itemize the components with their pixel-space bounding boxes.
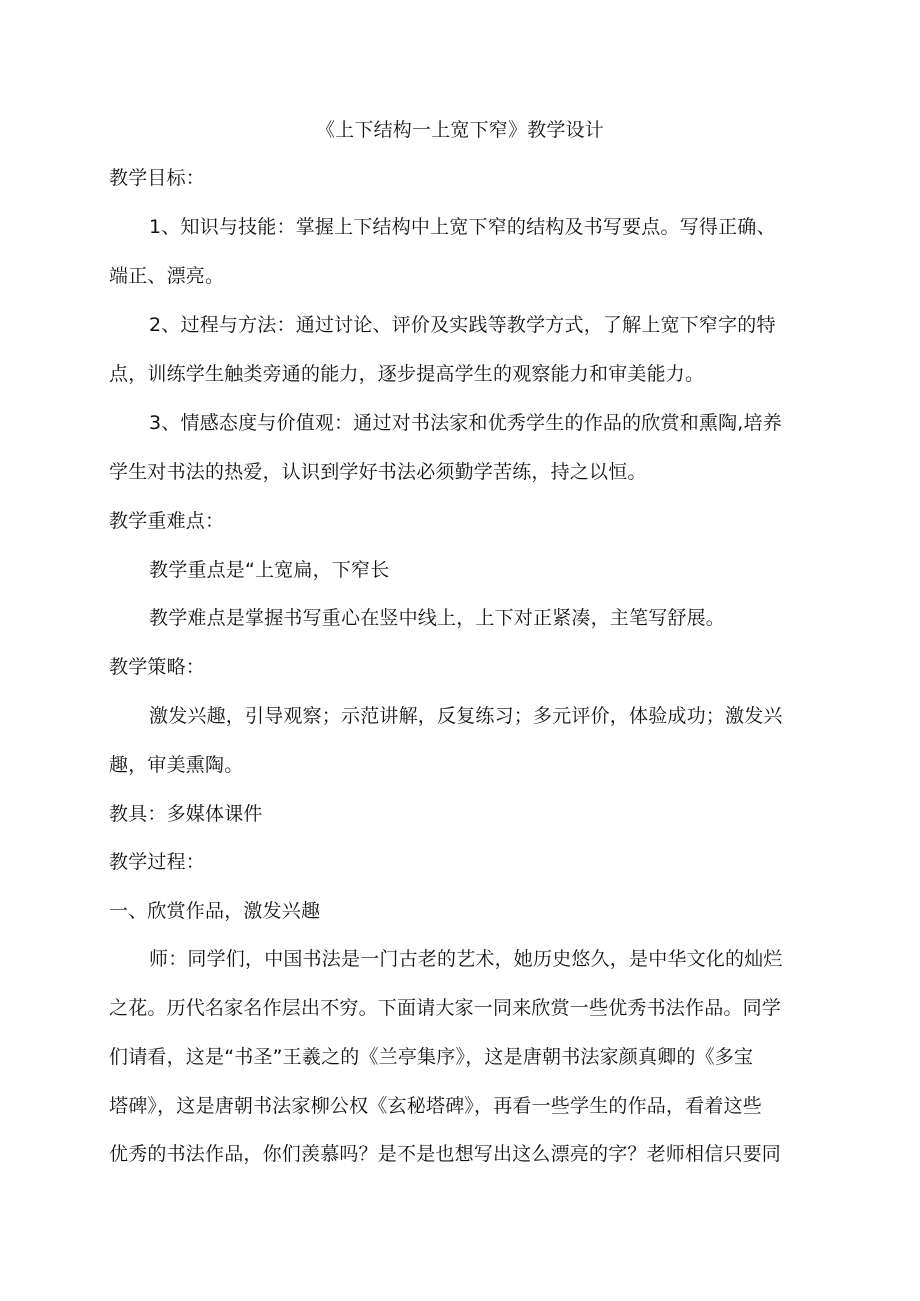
tools-line: 教具：多媒体课件 xyxy=(109,803,263,825)
strategy-line-2: 趣，审美熏陶。 xyxy=(109,754,244,776)
goal-item-2-line-1: 2、过程与方法：通过讨论、评价及实践等教学方式，了解上宽下窄字的特 xyxy=(149,314,776,336)
paragraph-line-2: 之花。历代名家名作层出不穷。下面请大家一同来欣赏一些优秀书法作品。同学 xyxy=(109,997,782,1019)
goal-item-3-line-1: 3、情感态度与价值观：通过对书法家和优秀学生的作品的欣赏和熏陶,培养 xyxy=(149,412,782,434)
goal-item-2-line-2: 点，训练学生触类旁通的能力，逐步提高学生的观察能力和审美能力。 xyxy=(109,363,705,385)
goal-item-1-line-2: 端正、漂亮。 xyxy=(109,265,225,287)
key-point-focus: 教学重点是“上宽扁，下窄长 xyxy=(149,559,390,581)
section-1-heading: 一、欣赏作品，激发兴趣 xyxy=(109,900,321,922)
paragraph-line-4: 塔碑》，这是唐朝书法家柳公权《玄秘塔碑》，再看一些学生的作品，看着这些 xyxy=(109,1095,763,1117)
paragraph-line-3: 们请看，这是“书圣”王羲之的《兰亭集序》，这是唐朝书法家颜真卿的《多宝 xyxy=(109,1046,754,1068)
key-points-heading: 教学重难点： xyxy=(109,510,225,532)
paragraph-line-5: 优秀的书法作品，你们羡慕吗？是不是也想写出这么漂亮的字？老师相信只要同 xyxy=(109,1143,782,1165)
key-point-difficulty: 教学难点是掌握书写重心在竖中线上，上下对正紧凑，主笔写舒展。 xyxy=(149,607,726,629)
goal-item-1-line-1: 1、知识与技能：掌握上下结构中上宽下窄的结构及书写要点。写得正确、 xyxy=(149,216,776,238)
paragraph-line-1: 师：同学们，中国书法是一门古老的艺术，她历史悠久，是中华文化的灿烂 xyxy=(149,948,783,970)
strategy-line-1: 激发兴趣，引导观察；示范讲解，反复练习；多元评价，体验成功；激发兴 xyxy=(149,705,783,727)
goals-heading: 教学目标： xyxy=(109,167,206,189)
process-heading: 教学过程： xyxy=(109,851,206,873)
document-title: 《上下结构一上宽下窄》教学设计 xyxy=(315,119,604,141)
goal-item-3-line-2: 学生对书法的热爱，认识到学好书法必须勤学苦练，持之以恒。 xyxy=(109,461,647,483)
strategy-heading: 教学策略： xyxy=(109,656,206,678)
